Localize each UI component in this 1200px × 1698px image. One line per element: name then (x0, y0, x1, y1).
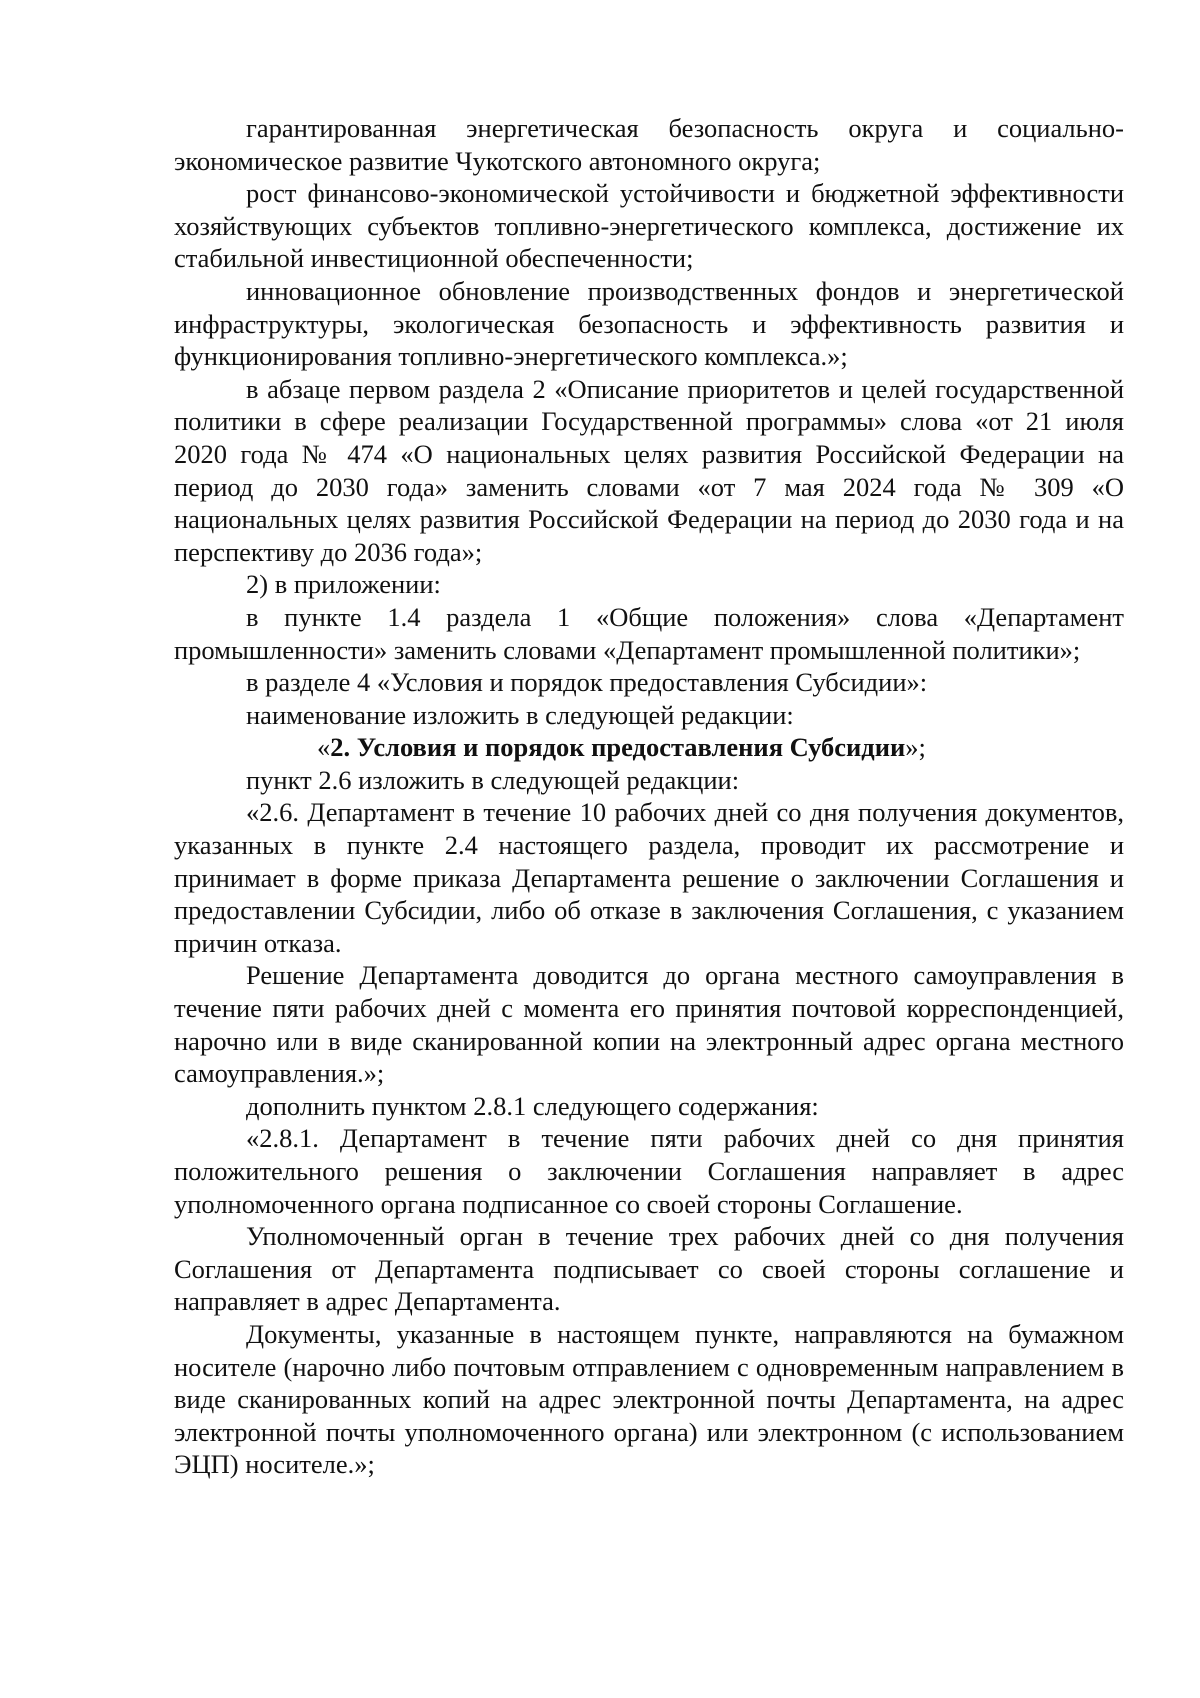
heading-open-quote: « (317, 732, 331, 763)
paragraph: гарантированная энергетическая безопасность округа и социально-экономическое развитие Чукотского автономного округа; (174, 113, 1124, 176)
paragraph: Документы, указанные в настоящем пункте, направляются на бумажном носителе (нарочно либо почтовым отправлением с одновременным направлением в виде сканированных копий на адрес электронной почты Департамента, на адрес электронной почты уполномоченного органа) или электронном (с использованием ЭЦП) носителе.»; (174, 1318, 1124, 1480)
paragraph: рост финансово-экономической устойчивости и бюджетной эффективности хозяйствующих субъектов топливно-энергетического комплекса, достижение их стабильной инвестиционной обеспеченности; (174, 178, 1124, 274)
paragraph: 2) в приложении: (246, 569, 441, 600)
heading-close-quote: »; (905, 732, 926, 763)
paragraph: инновационное обновление производственных фондов и энергетической инфраструктуры, экологическая безопасность и эффективность развития и функционирования топливно-энергетического комплекса.»; (174, 275, 1124, 372)
paragraph: в разделе 4 «Условия и порядок предоставления Субсидии»: (246, 667, 928, 698)
section-heading (174, 731, 1124, 764)
paragraph: дополнить пунктом 2.8.1 следующего содержания: (246, 1090, 819, 1121)
document-page (174, 112, 1124, 1481)
paragraph: Решение Департамента доводится до органа местного самоуправления в течение пяти рабочих дней с момента его принятия почтовой корреспонденцией, нарочно или в виде сканированной копии на электронный адрес органа местного самоуправления.»; (174, 960, 1124, 1089)
paragraph: «2.6. Департамент в течение 10 рабочих дней со дня получения документов, указанных в пункте 2.4 настоящего раздела, проводит их рассмотрение и принимает в форме приказа Департамента решение о заключении Соглашения и предоставлении Субсидии, либо об отказе в заключения Соглашения, с указанием причин отказа. (174, 797, 1124, 958)
paragraph: пункт 2.6 изложить в следующей редакции: (246, 764, 740, 795)
paragraph: Уполномоченный орган в течение трех рабочих дней со дня получения Соглашения от Департамента подписывает со своей стороны соглашение и направляет в адрес Департамента. (174, 1221, 1124, 1317)
paragraph: в пункте 1.4 раздела 1 «Общие положения» слова «Департамент промышленности» заменить словами «Департамент промышленной политики»; (174, 601, 1124, 665)
paragraph: в абзаце первом раздела 2 «Описание приоритетов и целей государственной политики в сфере реализации Государственной программы» слова «от 21 июля 2020 года № 474 «О национальных целях развития Российской Федерации на период до 2030 года» заменить словами «от 7 мая 2024 года № 309 «О национальных целях развития Российской Федерации на период до 2030 года и на перспективу до 2036 года»; (174, 373, 1124, 567)
heading-text: 2. Условия и порядок предоставления Субсидии (330, 732, 906, 763)
paragraph: наименование изложить в следующей редакции: (246, 699, 794, 730)
paragraph: «2.8.1. Департамент в течение пяти рабочих дней со дня принятия положительного решения о заключении Соглашения направляет в адрес уполномоченного органа подписанное со своей стороны Соглашение. (174, 1123, 1124, 1219)
